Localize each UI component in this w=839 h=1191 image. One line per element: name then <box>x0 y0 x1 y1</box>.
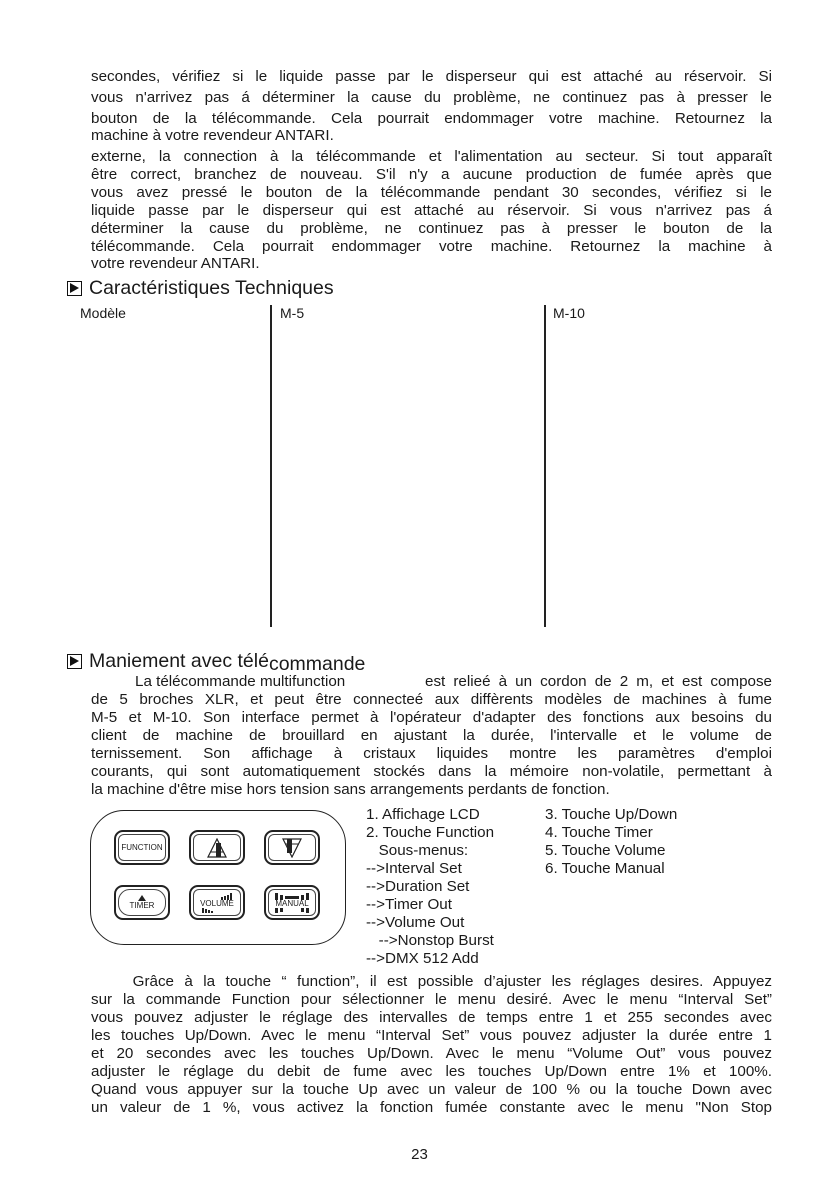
intro-line: liquide passe par le disperseur qui est attaché au réservoir. Si vous n'arrivez pas á <box>91 202 772 219</box>
down-arrow-icon <box>279 838 305 858</box>
function-button-illus: FUNCTION <box>114 830 170 865</box>
legend-item: Sous-menus: <box>366 842 469 859</box>
specs-heading-text: Caractéristiques Techniques <box>89 277 334 299</box>
remote-para-line: M-5 et M-10. Son interface permet à l'opérateur d'adapter des fonctions aux besoins du <box>91 709 772 726</box>
legend-item: -->Duration Set <box>366 878 470 895</box>
remote-para-line: courants, qui sont automatiquement stockés dans la mémoire non-volatile, permettant à <box>91 763 772 780</box>
remote-heading-text: Maniement avec télécommande <box>89 650 366 675</box>
remote-para-line: client de machine de brouillard en ajustant la durée, l'intervalle et le volume de <box>91 727 772 744</box>
spec-divider <box>544 305 546 627</box>
legend-item: 4. Touche Timer <box>545 824 653 841</box>
legend-item: -->DMX 512 Add <box>366 950 479 967</box>
function-line: Grâce à la touche “ function”, il est possible d’ajuster les réglages desires. Appuyez <box>91 973 772 990</box>
legend-item: 1. Affichage LCD <box>366 806 480 823</box>
legend-item: -->Interval Set <box>366 860 462 877</box>
function-line: sur la commande Function pour sélectionner le menu desiré. Avec le menu “Interval Set” <box>91 991 772 1008</box>
legend-item: -->Volume Out <box>366 914 465 931</box>
spec-divider <box>270 305 272 627</box>
function-line: et 20 secondes avec les touches Up/Down. Avec le menu “Volume Out” vous pouvez <box>91 1045 772 1062</box>
volume-bars-icon <box>199 908 235 913</box>
legend-item: 2. Touche Function <box>366 824 495 841</box>
remote-heading <box>67 649 365 673</box>
legend-item: 5. Touche Volume <box>545 842 666 859</box>
spec-col-m5: M-5 <box>280 305 305 321</box>
intro-line: être correct, branchez de nouveau. S'il n'y a aucune production de fumée après que <box>91 166 772 183</box>
page-number: 23 <box>411 1146 428 1163</box>
manual-bars-icon <box>273 908 311 913</box>
intro-line: bouton de la télécommande. Cela pourrait endommager votre machine. Retournez la <box>91 110 772 127</box>
legend-item: -->Nonstop Burst <box>366 932 494 949</box>
function-line: adjuster le réglage du debit de fume avec les touches Up/Down entre 1% et 100%. <box>91 1063 772 1080</box>
spec-col-model: Modèle <box>80 305 126 321</box>
legend-item: 3. Touche Up/Down <box>545 806 678 823</box>
intro-line: externe, la connection à la télécommande et l'alimentation au secteur. Si tout apparaît <box>91 148 772 165</box>
timer-button-illus: TIMER <box>114 885 170 920</box>
intro-line: machine à votre revendeur ANTARI. <box>91 127 334 144</box>
function-line: un valeur de 1 %, vous activez la fonction fumée constante avec le menu "Non Stop <box>91 1099 772 1116</box>
document-page: secondes, vérifiez si le liquide passe par le disperseur qui est attaché au réservoir. Si vous n'arrivez pas á déterminer la cause du problème, ne continuez pas à presser le bouton de la télécommande. Cela pourrait endommager votre machine. Retournez la machine à votre revendeur ANTARI. externe, la connection à la télécommande et l'alimentation au secteur. Si tout apparaît être correct, branchez de nouveau. S'il n'y a aucune production de fumée après que vous avez pressé le bouton de la télécommande pendant 30 secondes, vérifiez si le liquide passe par le disperseur qui est attaché au réservoir. Si vous n'arrivez pas á déterminer la cause du problème, ne continuez pas à presser le bouton de la télécommande. Cela pourrait endommager votre machine. Retournez la machine à votre revendeur ANTARI. Caractéristiques Techniques Modèle M-5 M-10 Maniement avec télécommande La télécommande multifunction est relieé à un cordon de 2 m, et est compose de 5 broches XLR, et peut être connecteé aux diffèrents modèles de machines à fume M-5 et M-10. Son interface permet à l'opérateur d'adapter des fonctions aux besoins du client de machine de brouillard en ajustant la durée, l'intervalle et le volume de ternissement. Son affichage à cristaux liquides montre les paramètres d'emploi courants, qui sont automatiquement stockés dans la mémoire non-volatile, permettant à la machine d'être mise hors tension sans arrangements perdants de fonction. FUNCTION TIMER VOLUME MANUAL 1. Affichage LCD 2. Touche Function Sous-menus: -->Interval Set -->Duration Set -->Timer Out -->Volume Out -->Nonstop Burst -->DMX 512 Add 3. Touche Up/Down 4. Touche Timer 5. Touche Volume 6. Touche Manual Grâce à la touche “ function”, il est possible d’ajuster les réglages desires. Appuyez sur la commande Function pour sélectionner le menu desiré. Avec le menu “Interval Set” vous pouvez adjuster le réglage des intervalles de temps entre 1 et 255 secondes avec les touches Up/Down. Avec le menu “Interval Set” vous pouvez adjuster la durée entre 1 et 20 secondes avec les touches Up/Down. Avec le menu “Volume Out” vous pouvez adjuster le réglage du debit de fume avec les touches Up/Down entre 1% et 100%. Quand vous appuyer sur la touche Up avec un valeur de 100 % ou la touche Down avec un valeur de 1 %, vous activez la fonction fumée constante avec le menu "Non Stop 23 <box>0 0 839 1191</box>
legend-item: -->Timer Out <box>366 896 452 913</box>
intro-line: vous avez pressé le bouton de la télécommande pendant 30 secondes, vérifiez si le <box>91 184 772 201</box>
volume-button-illus: VOLUME <box>189 885 245 920</box>
legend-item: 6. Touche Manual <box>545 860 665 877</box>
play-arrow-icon <box>67 654 82 669</box>
manual-button-illus: MANUAL <box>264 885 320 920</box>
remote-control-illustration <box>90 810 346 945</box>
up-button-illus <box>189 830 245 865</box>
up-arrow-icon <box>204 838 230 858</box>
function-line: vous pouvez adjuster le réglage des intervalles de temps entre 1 et 255 secondes avec <box>91 1009 772 1026</box>
specs-heading <box>67 276 334 300</box>
function-line: les touches Up/Down. Avec le menu “Interval Set” vous pouvez adjuster la durée entre 1 <box>91 1027 772 1044</box>
remote-para-line: de 5 broches XLR, et peut être connecteé aux diffèrents modèles de machines à fume <box>91 691 772 708</box>
intro-line: votre revendeur ANTARI. <box>91 255 260 272</box>
intro-line: télécommande. Cela pourrait endommager votre machine. Retournez la machine à <box>91 238 772 255</box>
intro-line: secondes, vérifiez si le liquide passe par le disperseur qui est attaché au réservoir. Si <box>91 68 772 85</box>
play-arrow-icon <box>67 281 82 296</box>
spec-col-m10: M-10 <box>553 305 585 321</box>
down-button-illus <box>264 830 320 865</box>
remote-para-line: ternissement. Son affichage à cristaux liquides montre les paramètres d'emploi <box>91 745 772 762</box>
intro-line: vous n'arrivez pas á déterminer la cause du problème, ne continuez pas à presser le <box>91 89 772 106</box>
function-line: Quand vous appuyer sur la touche Up avec un valeur de 100 % ou la touche Down avec <box>91 1081 772 1098</box>
remote-para-line: la machine d'être mise hors tension sans arrangements perdants de fonction. <box>91 781 610 798</box>
intro-line: déterminer la cause du problème, ne continuez pas à presser le bouton de la <box>91 220 772 237</box>
